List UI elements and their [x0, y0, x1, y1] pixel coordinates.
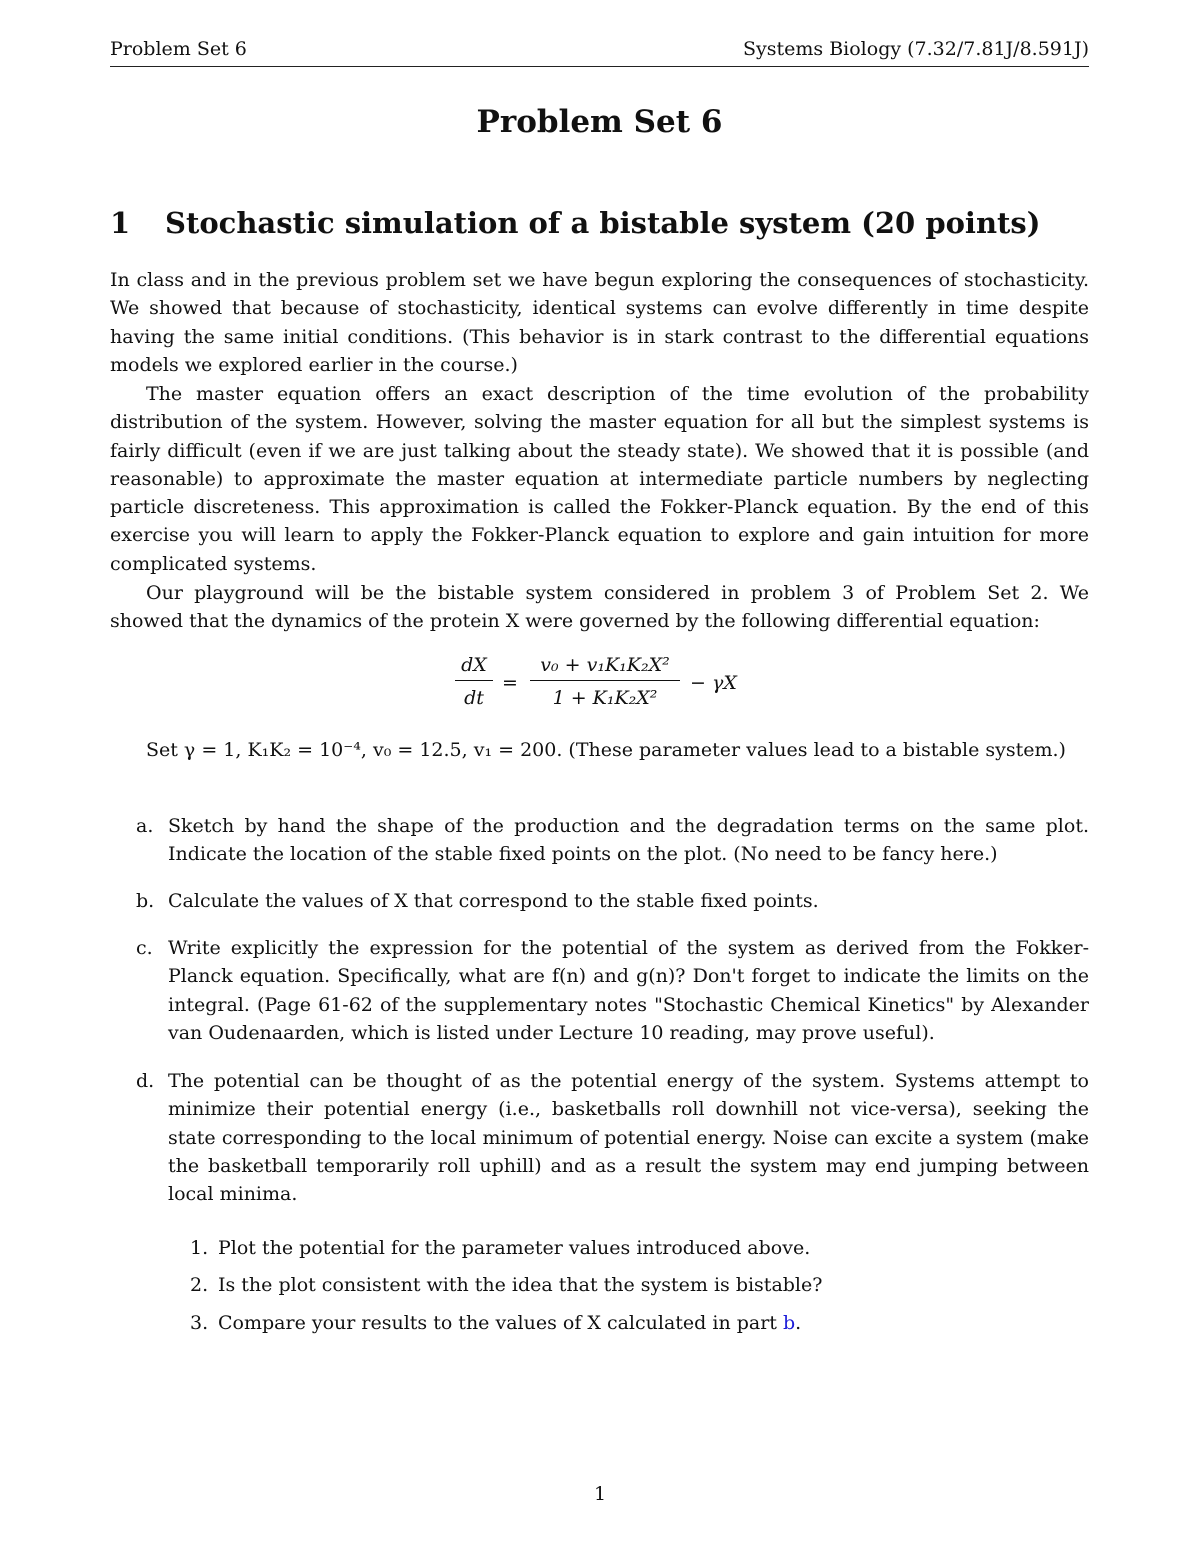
subitem-label: 2. [190, 1274, 209, 1296]
header-right: Systems Biology (7.32/7.81J/8.591J) [743, 38, 1089, 60]
subitem-label: 1. [190, 1237, 209, 1259]
header-left: Problem Set 6 [110, 38, 247, 60]
section-title: Stochastic simulation of a bistable system (20 points) [165, 206, 1041, 240]
equation-lhs-denominator: dt [464, 687, 484, 709]
running-header [110, 38, 1089, 67]
item-label: b. [136, 890, 155, 912]
paragraph-parameters: Set γ = 1, K₁K₂ = 10⁻⁴, v₀ = 12.5, v₁ = 200. (These parameter values lead to a bistable system.) [146, 739, 1066, 761]
equation-rhs-fraction [530, 654, 680, 709]
page-title: Problem Set 6 [476, 104, 723, 140]
equation-lhs-fraction [455, 654, 493, 709]
paragraph-playground: Our playground will be the bistable system considered in problem 3 of Problem Set 2. We showed that the dynamics of the protein X were governed by the following differential equation: [110, 582, 1089, 633]
item-text: Write explicitly the expression for the potential of the system as derived from the Fokker-Planck equation. Specifically, what are f(n) and g(n)? Don't forget to indicate the limits on the integral. (Page 61-62 of the supplementary notes "Stochastic Chemical Kinetics" by Alexander van Oudenaarden, which is listed under Lecture 10 reading, may prove useful). [168, 937, 1089, 1044]
part-b-reference-link[interactable]: b [782, 1312, 796, 1334]
equation-lhs-numerator: dX [455, 654, 493, 681]
page-number: 1 [593, 1483, 607, 1505]
differential-equation [110, 650, 1089, 720]
subitem-text: Is the plot consistent with the idea that the system is bistable? [218, 1274, 823, 1296]
subitem-text: Plot the potential for the parameter values introduced above. [218, 1237, 811, 1259]
equation-degradation-term: − γX [690, 672, 737, 694]
section-heading [110, 206, 1089, 240]
section-number: 1 [110, 206, 131, 240]
item-label: c. [136, 937, 153, 959]
item-label: a. [136, 815, 154, 837]
subitem-label: 3. [190, 1312, 209, 1334]
item-label: d. [136, 1070, 155, 1092]
subitem-text-wrapper [218, 1309, 1089, 1337]
item-text: Calculate the values of X that correspond to the stable fixed points. [168, 890, 819, 912]
paragraph-intro: In class and in the previous problem set we have begun exploring the consequences of stochasticity. We showed that because of stochasticity, identical systems can evolve differently in time despite having the same initial conditions. (This behavior is in stark contrast to the differential equations models we explored earlier in the course.) [110, 269, 1089, 376]
item-text: The potential can be thought of as the potential energy of the system. Systems attempt to minimize their potential energy (i.e., basketballs roll downhill not vice-versa), seeking the state corresponding to the local minimum of potential energy. Noise can excite a system (make the basketball temporarily roll uphill) and as a result the system may end jumping between local minima. [168, 1070, 1089, 1206]
item-text: Sketch by hand the shape of the production and the degradation terms on the same plot. Indicate the location of the stable fixed points on the plot. (No need to be fancy here.) [168, 815, 1089, 866]
subitem-text-end: . [795, 1312, 802, 1334]
subitem-text: Compare your results to the values of X calculated in part [218, 1312, 783, 1334]
equation-rhs-numerator: v₀ + v₁K₁K₂X² [530, 654, 680, 681]
equation-rhs-denominator: 1 + K₁K₂X² [552, 687, 658, 709]
paragraph-master-equation: The master equation offers an exact description of the time evolution of the probability distribution of the system. However, solving the master equation for all but the simplest systems is fairly difficult (even if we are just talking about the steady state). We showed that it is possible (and reasonable) to approximate the master equation at intermediate particle numbers by neglecting particle discreteness. This approximation is called the Fokker-Planck equation. By the end of this exercise you will learn to apply the Fokker-Planck equation to explore and gain intuition for more complicated systems. [110, 383, 1089, 575]
equation-equals: = [502, 672, 518, 694]
